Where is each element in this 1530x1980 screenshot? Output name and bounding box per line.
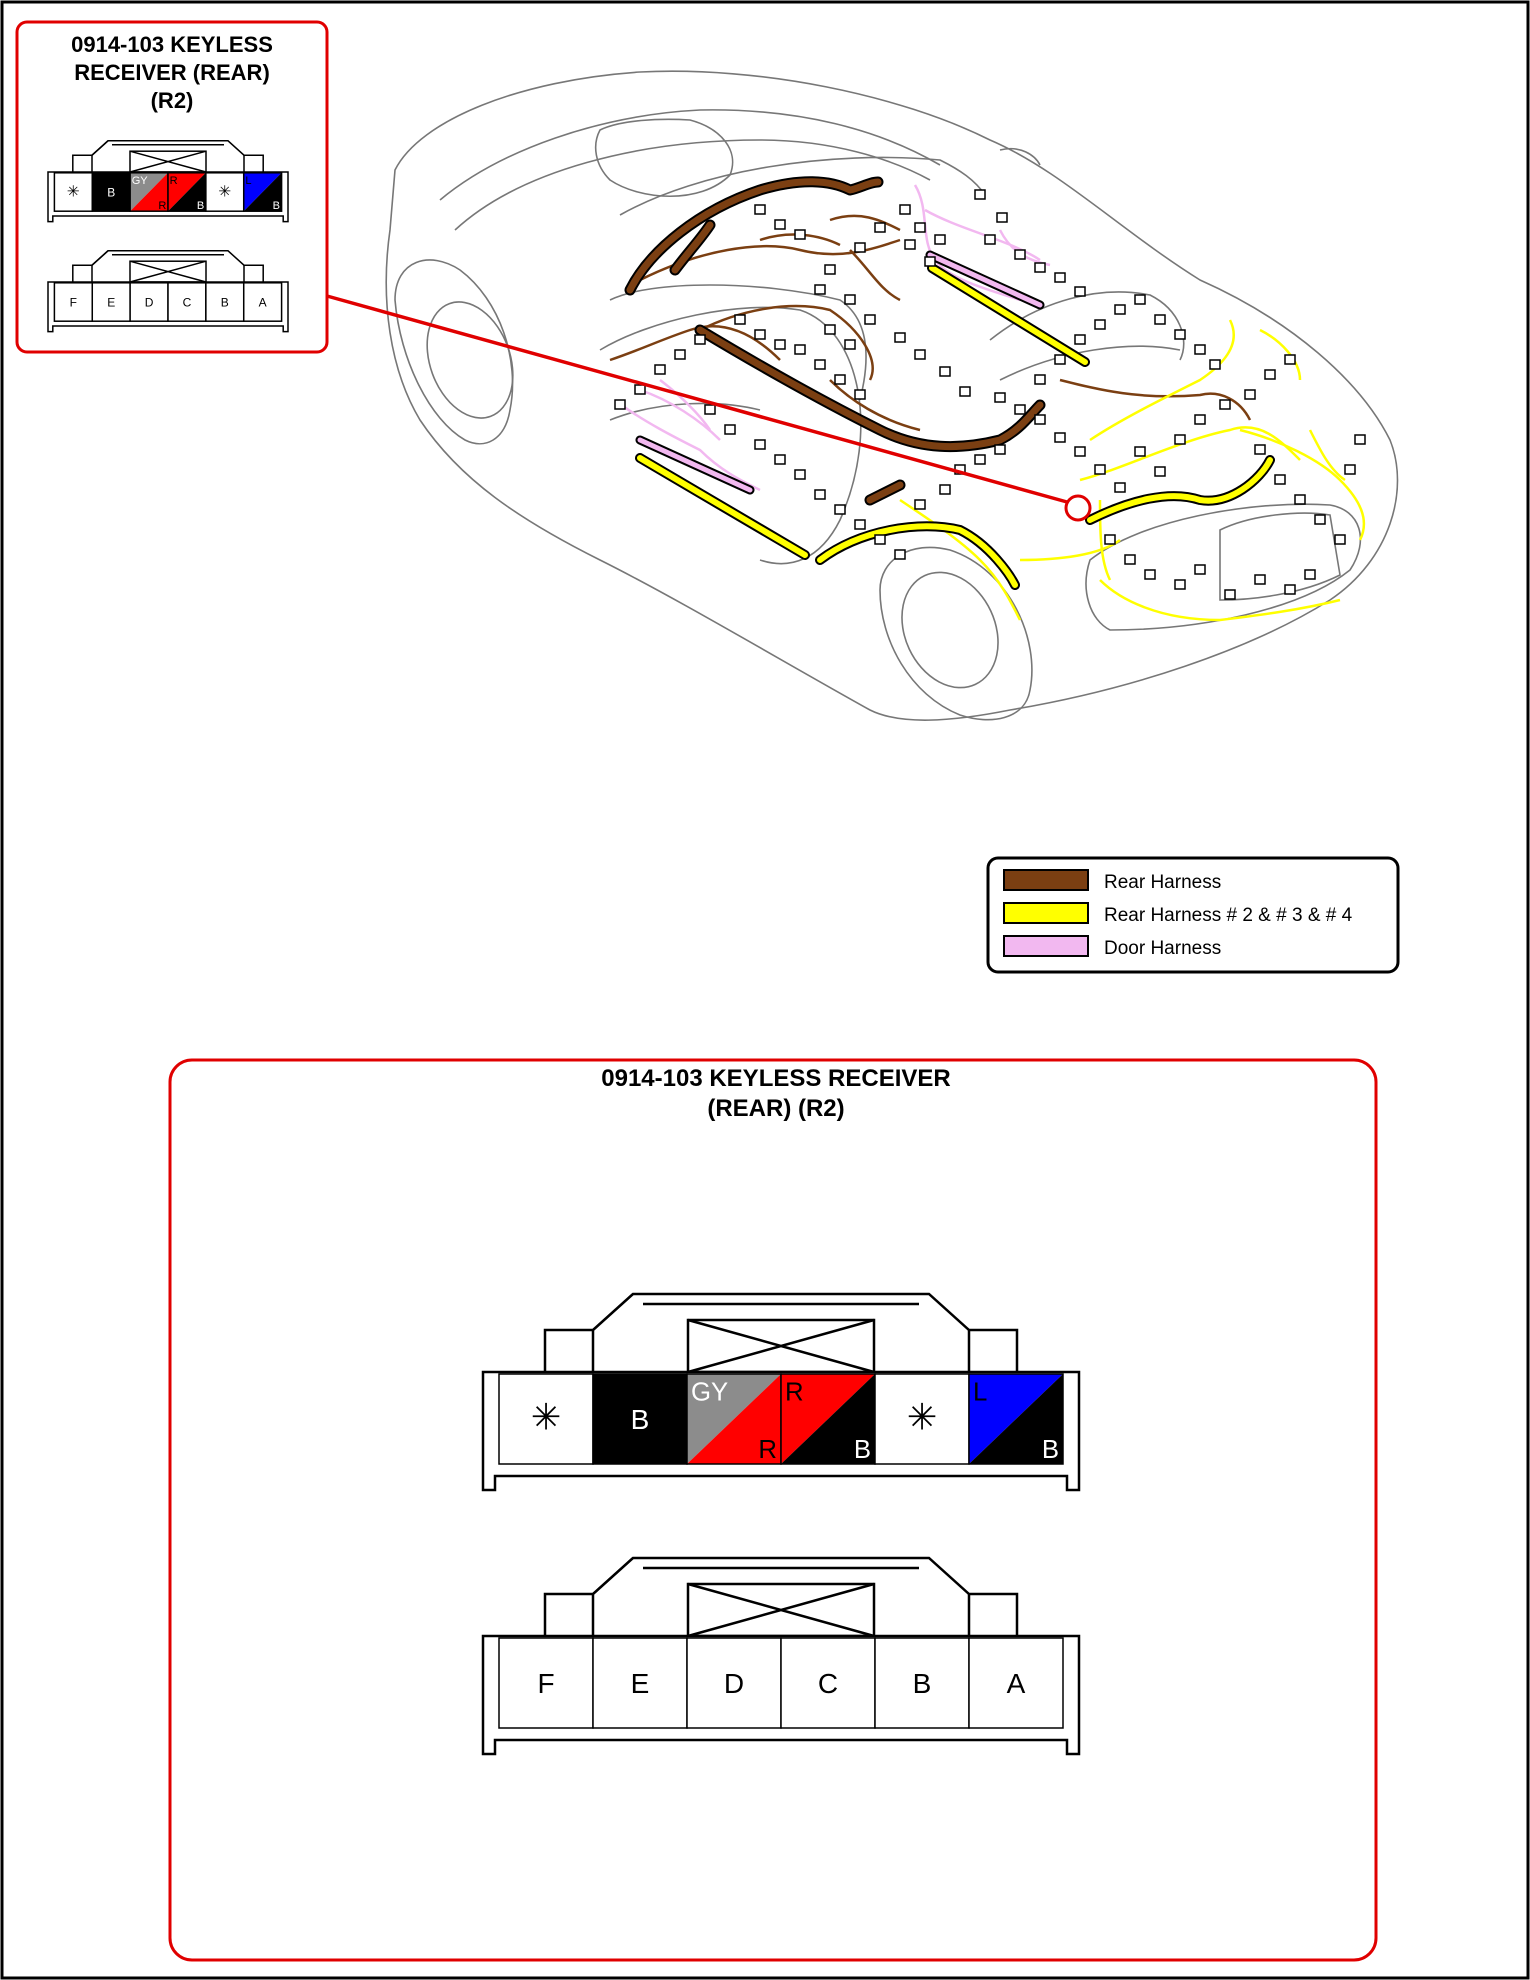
callout-title-line-3: (R2) [150, 88, 194, 113]
connector-marker [825, 265, 835, 274]
connector-marker [1055, 273, 1065, 282]
connector-marker [1055, 355, 1065, 364]
connector-marker [1295, 495, 1305, 504]
wire-color-code: B [107, 185, 116, 200]
connector-markers [615, 190, 1365, 599]
connector-marker [1075, 287, 1085, 296]
connector-marker [915, 350, 925, 359]
connector-marker [935, 235, 945, 244]
connector-marker [1345, 465, 1355, 474]
wire-color-code: B [630, 1404, 650, 1436]
connector-marker [755, 440, 765, 449]
connector-marker [855, 243, 865, 252]
detail-connector-wire-colors [483, 1294, 1079, 1490]
connector-marker [1175, 435, 1185, 444]
connector-marker [1255, 575, 1265, 584]
legend-swatch-rear-harness [1004, 870, 1088, 890]
connector-marker [795, 345, 805, 354]
connector-marker [1315, 515, 1325, 524]
unused-pin-symbol: ✳ [218, 183, 232, 201]
connector-marker [960, 387, 970, 396]
connector-marker [995, 445, 1005, 454]
connector-marker [875, 223, 885, 232]
connector-marker [1265, 370, 1275, 379]
connector-marker [1285, 585, 1295, 594]
pin-letter: D [144, 295, 154, 310]
connector-marker [675, 350, 685, 359]
connector-marker [1015, 405, 1025, 414]
connector-marker [795, 470, 805, 479]
pin-letter: C [182, 295, 192, 310]
wire-stripe-code: B [853, 1436, 871, 1464]
connector-marker [1175, 330, 1185, 339]
connector-marker [775, 220, 785, 229]
connector-marker [1285, 355, 1295, 364]
callout-title-line-2: RECEIVER (REAR) [74, 60, 270, 85]
connector-marker [1125, 555, 1135, 564]
connector-marker [1195, 415, 1205, 424]
connector-marker [795, 230, 805, 239]
legend-swatch-door-harness [1004, 936, 1088, 956]
connector-marker [835, 375, 845, 384]
connector-location-marker [1066, 496, 1090, 520]
unused-pin-symbol: ✳ [66, 183, 80, 201]
harness-legend [988, 858, 1398, 972]
connector-marker [985, 235, 995, 244]
pin-letter: E [630, 1668, 650, 1700]
unused-pin-symbol: ✳ [530, 1396, 562, 1438]
connector-marker [940, 367, 950, 376]
rear-harness-trunk [630, 182, 1040, 500]
connector-marker [855, 390, 865, 399]
legend-label-door-harness: Door Harness [1104, 938, 1222, 959]
connector-marker [1245, 390, 1255, 399]
connector-marker [845, 295, 855, 304]
connector-marker [975, 455, 985, 464]
detail-title-line-1: 0914-103 KEYLESS RECEIVER [601, 1065, 951, 1092]
connector-marker [895, 333, 905, 342]
connector-marker [1035, 415, 1045, 424]
connector-marker [997, 213, 1007, 222]
pin-letter: A [1006, 1668, 1026, 1700]
wire-stripe-code: R [158, 199, 167, 212]
connector-marker [695, 335, 705, 344]
detail-box [170, 1060, 1376, 1960]
connector-marker [1175, 580, 1185, 589]
connector-marker [1195, 565, 1205, 574]
connector-marker [1075, 447, 1085, 456]
connector-marker [900, 205, 910, 214]
connector-marker [1135, 295, 1145, 304]
connector-marker [915, 500, 925, 509]
connector-marker [1135, 447, 1145, 456]
pin-letter: F [69, 295, 78, 310]
connector-marker [940, 485, 950, 494]
wire-stripe-code: B [1041, 1436, 1059, 1464]
wire-primary-code: GY [691, 1378, 729, 1407]
wire-primary-code: R [785, 1378, 804, 1407]
connector-marker [735, 315, 745, 324]
connector-marker [1035, 263, 1045, 272]
connector-marker [815, 490, 825, 499]
connector-marker [655, 365, 665, 374]
connector-marker [1210, 360, 1220, 369]
connector-marker [1155, 315, 1165, 324]
connector-marker [1145, 570, 1155, 579]
connector-marker [1075, 335, 1085, 344]
connector-marker [1115, 305, 1125, 314]
connector-marker [905, 240, 915, 249]
connector-marker [1115, 483, 1125, 492]
connector-marker [1275, 475, 1285, 484]
pin-letter: B [220, 295, 229, 310]
detail-connector-pin-letters [483, 1558, 1079, 1754]
pin-letter: B [912, 1668, 932, 1700]
connector-marker [865, 315, 875, 324]
connector-marker [775, 340, 785, 349]
pin-letter: A [258, 295, 267, 310]
connector-marker [1155, 467, 1165, 476]
wire-primary-code: L [973, 1378, 988, 1407]
pin-letter: C [817, 1668, 839, 1700]
rear-harness-2-3-4-routing [900, 320, 1364, 620]
detail-title-line-2: (REAR) (R2) [707, 1095, 845, 1122]
pin-letter: F [537, 1668, 555, 1700]
wire-primary-code: R [169, 175, 178, 188]
connector-marker [755, 330, 765, 339]
connector-marker [1355, 435, 1365, 444]
connector-marker [635, 385, 645, 394]
connector-marker [1105, 535, 1115, 544]
connector-marker [915, 223, 925, 232]
connector-marker [615, 400, 625, 409]
connector-marker [775, 455, 785, 464]
connector-marker [725, 425, 735, 434]
connector-marker [1335, 535, 1345, 544]
connector-marker [895, 550, 905, 559]
connector-marker [1095, 320, 1105, 329]
connector-marker [925, 257, 935, 266]
legend-swatch-rear-harness-2-3-4 [1004, 903, 1088, 923]
connector-marker [1095, 465, 1105, 474]
wire-primary-code: GY [131, 175, 148, 188]
unused-pin-symbol: ✳ [906, 1396, 938, 1438]
connector-marker [995, 393, 1005, 402]
legend-label-rear-harness: Rear Harness [1104, 872, 1222, 893]
connector-marker [815, 285, 825, 294]
connector-marker [1220, 400, 1230, 409]
connector-marker [1035, 375, 1045, 384]
wire-stripe-code: R [758, 1436, 777, 1464]
wire-stripe-code: B [196, 199, 205, 212]
connector-marker [1055, 433, 1065, 442]
callout-title-line-1: 0914-103 KEYLESS [71, 32, 273, 57]
pin-letter: D [723, 1668, 745, 1700]
connector-marker [1195, 345, 1205, 354]
pin-letter: E [107, 295, 116, 310]
legend-label-rear-harness-2-3-4: Rear Harness # 2 & # 3 & # 4 [1104, 905, 1353, 926]
connector-marker [825, 325, 835, 334]
connector-marker [815, 360, 825, 369]
connector-marker [1255, 445, 1265, 454]
wire-primary-code: L [245, 175, 252, 188]
connector-marker [1015, 250, 1025, 259]
connector-marker [755, 205, 765, 214]
connector-marker [855, 520, 865, 529]
connector-marker [975, 190, 985, 199]
connector-marker [845, 340, 855, 349]
connector-marker [705, 405, 715, 414]
connector-marker [1225, 590, 1235, 599]
connector-marker [1305, 570, 1315, 579]
connector-marker [875, 535, 885, 544]
wire-stripe-code: B [272, 199, 280, 212]
connector-marker [835, 505, 845, 514]
